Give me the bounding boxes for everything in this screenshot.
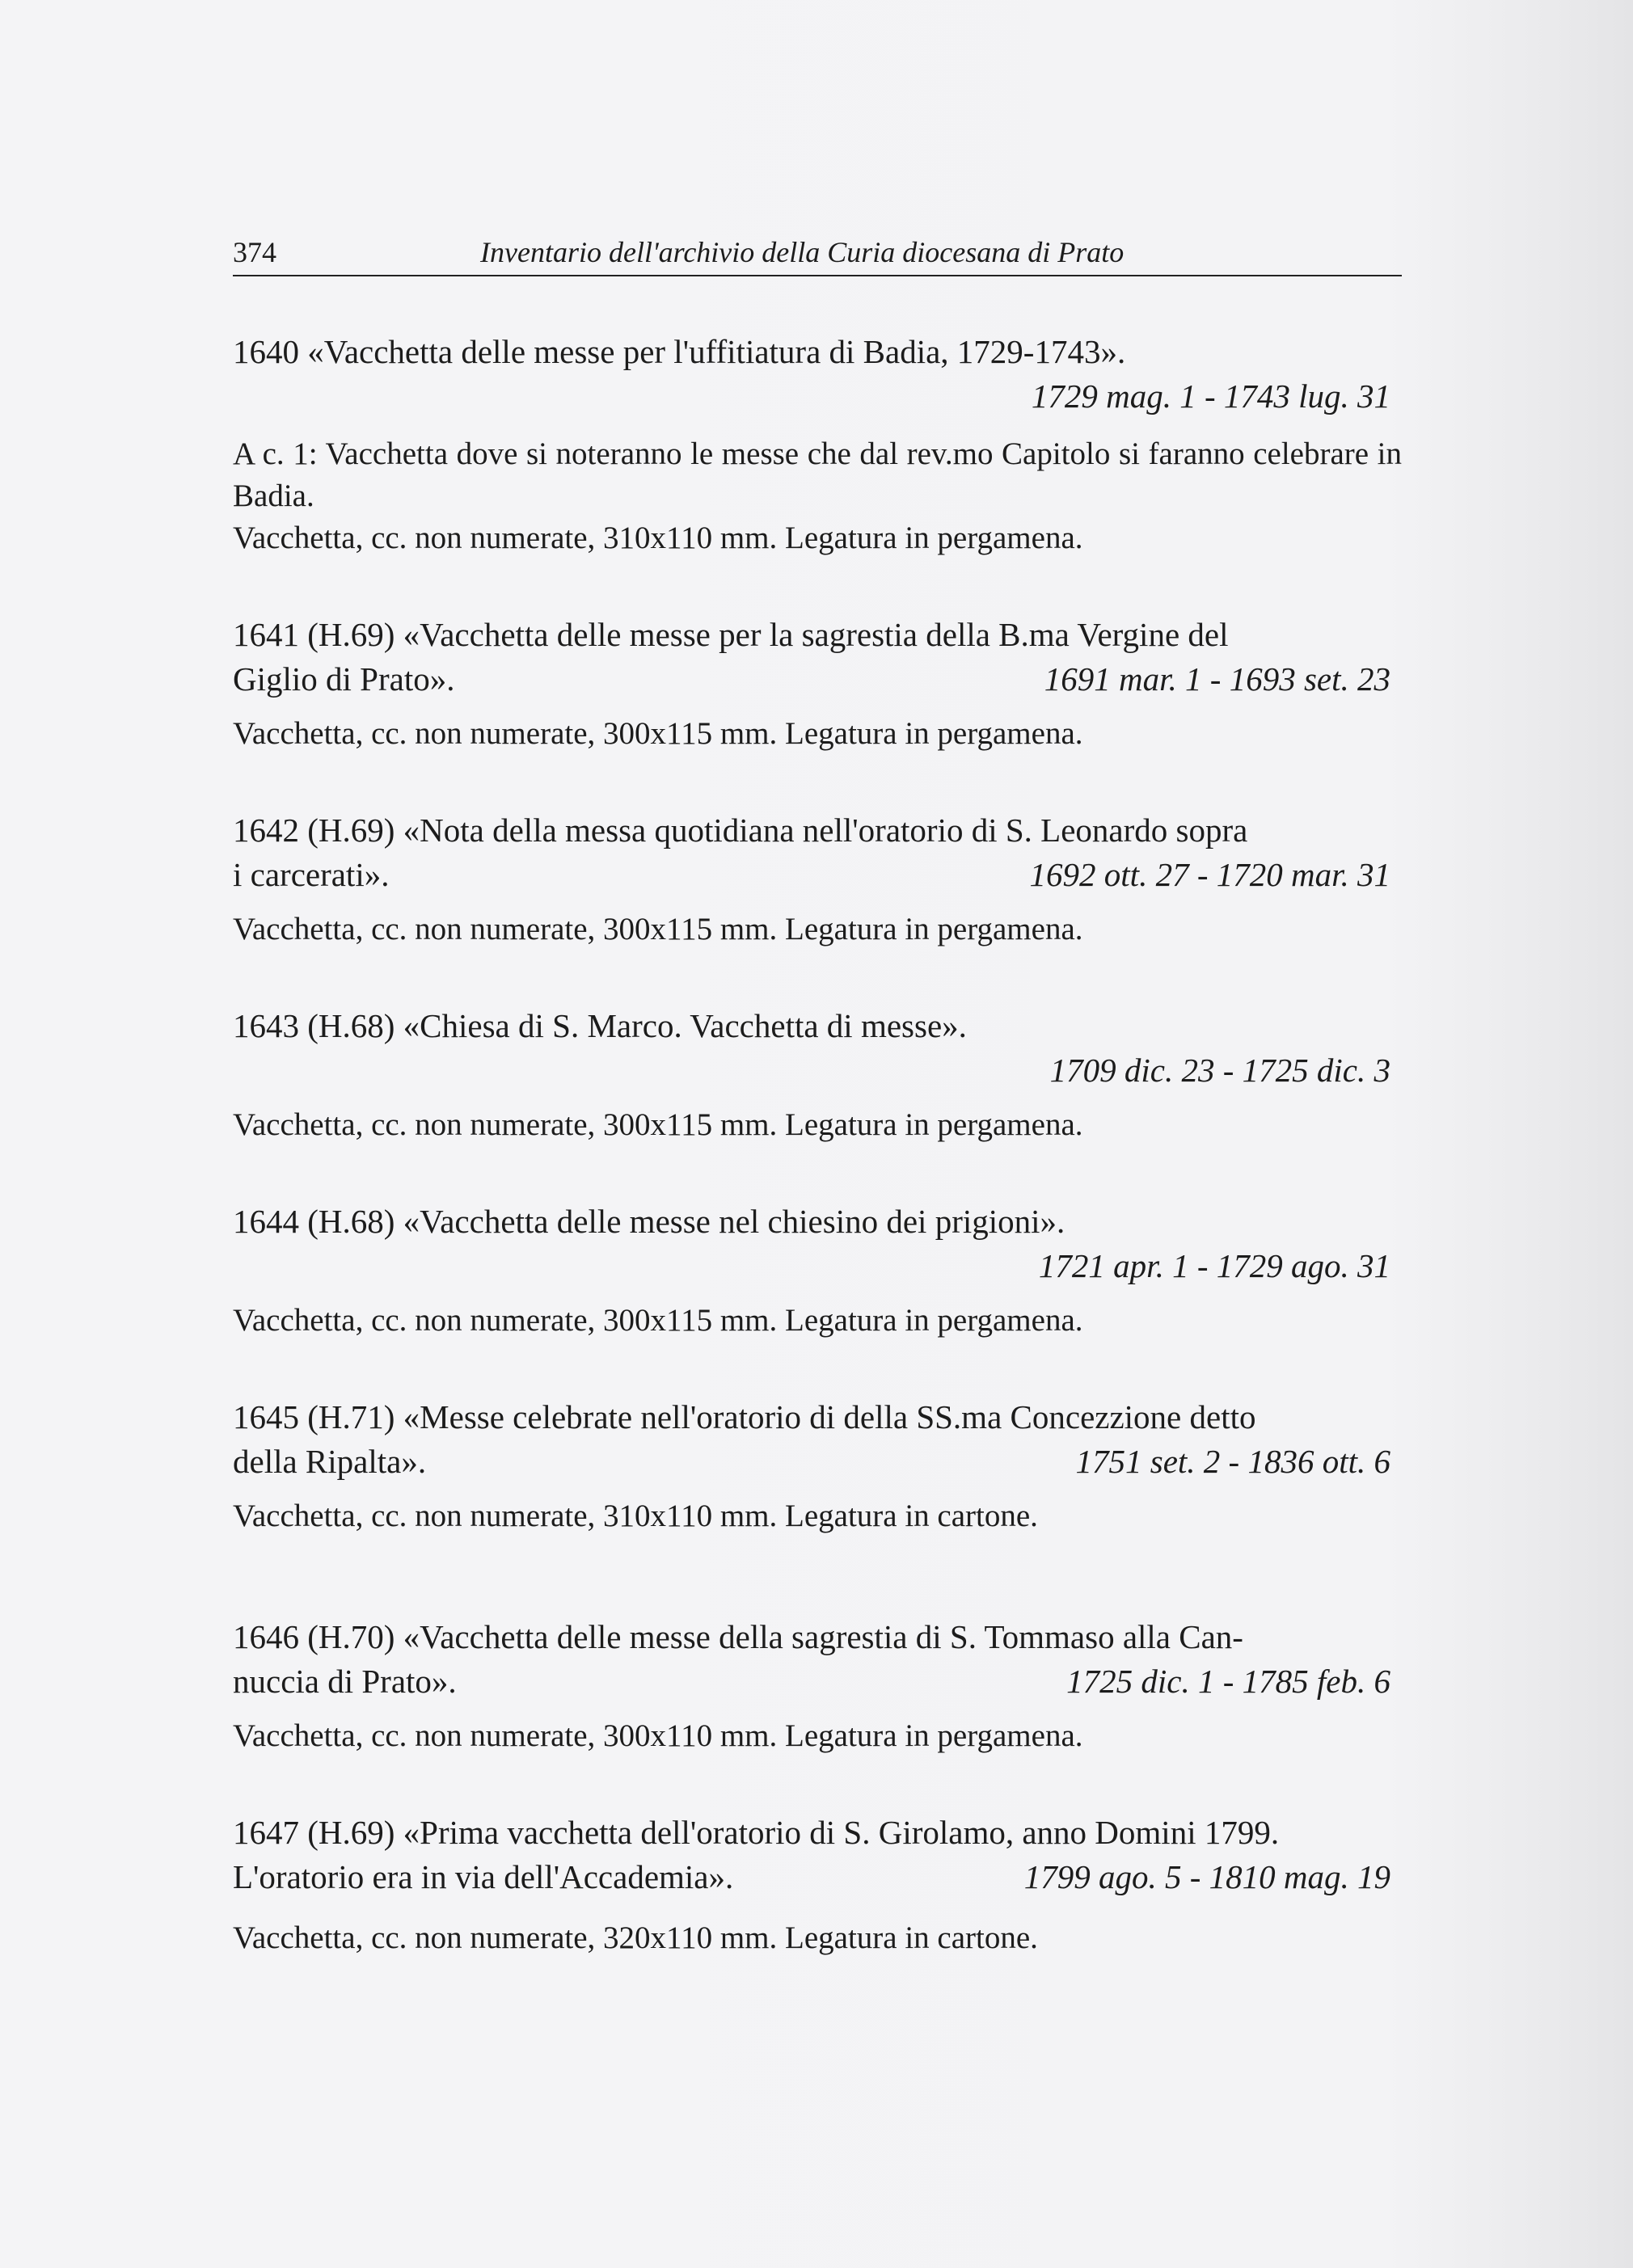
page-number: 374: [233, 236, 276, 268]
entry-1647: [233, 1811, 1402, 1959]
entry-description: Vacchetta, cc. non numerate, 300x115 mm. Legatura in pergamena.: [233, 716, 1083, 751]
entry-title: 1645 (H.71) «Messe celebrate nell'oratorio di della SS.ma Concezzione detto: [233, 1398, 1256, 1435]
entry-description: Vacchetta, cc. non numerate, 300x115 mm. Legatura in pergamena.: [233, 1303, 1083, 1338]
entry-description: Vacchetta, cc. non numerate, 300x115 mm. Legatura in pergamena.: [233, 1107, 1083, 1142]
entry-title-continued: 1691 mar. 1 - 1693 set. 23 Giglio di Prato».: [233, 657, 1402, 702]
entry-date: 1751 set. 2 - 1836 ott. 6: [1075, 1443, 1390, 1480]
entry-list: [233, 330, 1402, 2013]
entry-date: 1729 mag. 1 - 1743 lug. 31: [1031, 377, 1390, 415]
entry-1644: [233, 1199, 1402, 1342]
entry-description: Vacchetta, cc. non numerate, 300x115 mm. Legatura in pergamena.: [233, 912, 1083, 946]
entry-description: Vacchetta, cc. non numerate, 300x110 mm. Legatura in pergamena.: [233, 1718, 1083, 1753]
entry-title-continued: 1692 ott. 27 - 1720 mar. 31 i carcerati».: [233, 853, 1402, 897]
entry-description: Vacchetta, cc. non numerate, 320x110 mm. Legatura in cartone.: [233, 1920, 1038, 1955]
entry-1641: [233, 613, 1402, 755]
entry-description: Vacchetta, cc. non numerate, 310x110 mm. Legatura in pergamena.: [233, 521, 1083, 555]
entry-title: 1646 (H.70) «Vacchetta delle messe della sagrestia di S. Tommaso alla Can-: [233, 1618, 1243, 1655]
entry-1645: [233, 1395, 1402, 1537]
entry-date: 1725 dic. 1 - 1785 feb. 6: [1066, 1663, 1390, 1700]
entry-title-continued: [233, 1048, 1402, 1093]
entry-date: 1691 mar. 1 - 1693 set. 23: [1044, 660, 1390, 698]
entry-title: 1642 (H.69) «Nota della messa quotidiana nell'oratorio di S. Leonardo sopra: [233, 812, 1248, 849]
entry-note: A c. 1: Vacchetta dove si noteranno le messe che dal rev.mo Capitolo si faranno celebrare in Badia.: [233, 436, 1402, 513]
entry-1646: [233, 1615, 1402, 1757]
entry-title-continued: 1751 set. 2 - 1836 ott. 6 della Ripalta».: [233, 1440, 1402, 1484]
running-header: [233, 233, 1402, 276]
entry-description: Vacchetta, cc. non numerate, 310x110 mm. Legatura in cartone.: [233, 1499, 1038, 1533]
entry-date: 1709 dic. 23 - 1725 dic. 3: [1049, 1052, 1390, 1089]
entry-title: 1640 «Vacchetta delle messe per l'uffitiatura di Badia, 1729-1743».: [233, 333, 1126, 370]
entry-date: 1799 ago. 5 - 1810 mag. 19: [1023, 1858, 1390, 1895]
entry-title-continued: 1725 dic. 1 - 1785 feb. 6 nuccia di Prato».: [233, 1659, 1402, 1704]
entry-1642: [233, 808, 1402, 951]
running-title: Inventario dell'archivio della Curia diocesana di Prato: [480, 236, 1125, 268]
entry-title: 1643 (H.68) «Chiesa di S. Marco. Vacchetta di messe».: [233, 1007, 967, 1044]
entry-1640: [233, 330, 1402, 559]
entry-date: 1721 apr. 1 - 1729 ago. 31: [1038, 1247, 1390, 1284]
entry-date: 1692 ott. 27 - 1720 mar. 31: [1029, 856, 1390, 893]
entry-1643: [233, 1004, 1402, 1146]
entry-title: 1647 (H.69) «Prima vacchetta dell'oratorio di S. Girolamo, anno Domini 1799.: [233, 1814, 1280, 1851]
entry-title-continued: 1799 ago. 5 - 1810 mag. 19 L'oratorio era in via dell'Accademia».: [233, 1855, 1402, 1899]
entry-title: 1641 (H.69) «Vacchetta delle messe per la sagrestia della B.ma Vergine del: [233, 616, 1229, 653]
entry-title: 1644 (H.68) «Vacchetta delle messe nel chiesino dei prigioni».: [233, 1203, 1065, 1240]
entry-title-continued: [233, 374, 1402, 419]
entry-title-continued: [233, 1244, 1402, 1288]
